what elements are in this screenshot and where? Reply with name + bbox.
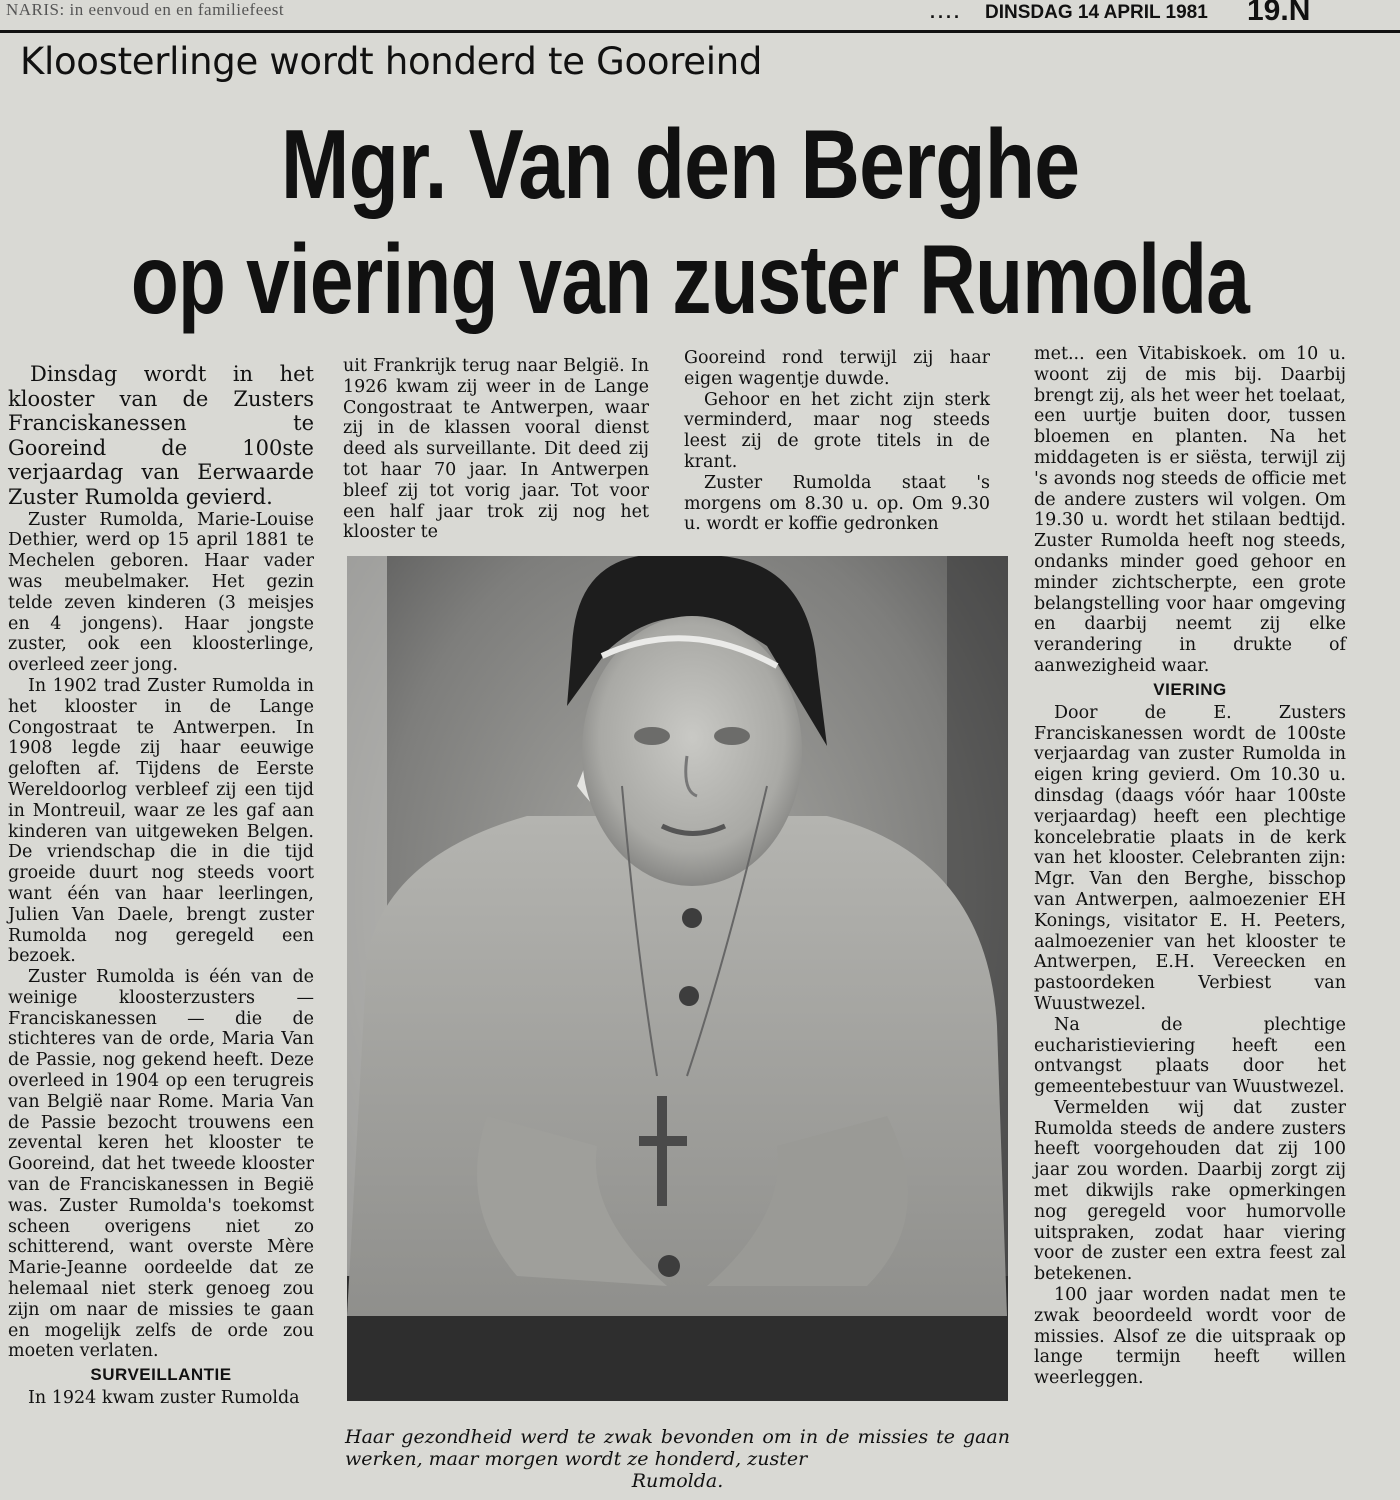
paragraph: In 1924 kwam zuster Rumolda (28, 1388, 300, 1409)
photo-caption (345, 1426, 1010, 1492)
paragraph: met... een Vitabiskoek. om 10 u. woont zij de mis bij. Daarbij brengt zij, als het weer het toelaat, een uurtje buiten door, tussen bloemen en planten. Na het middageten is er siësta, terwijl zij 's avonds nog steeds de officie met de andere zusters wil volgen. Om 19.30 u. wordt het stilaan bedtijd. Zuster Rumolda heeft nog steeds, ondanks minder goed gehoor en minder zichtscherpte, een grote belangstelling voor haar omgeving en daarbij neemt zij elke verandering in drukte of aanwezigheid waar. (1034, 344, 1346, 676)
text-column-1 (8, 362, 314, 1409)
paragraph: Na de plechtige eucharistieviering heeft een ontvangst plaats door het gemeentebestuur van Wuustwezel. (1034, 1014, 1346, 1098)
paragraph: Gehoor en het zicht zijn sterk verminderd, maar nog steeds leest zij de grote titels in de krant. (684, 389, 990, 472)
article-kicker: Kloosterlinge wordt honderd te Gooreind (20, 40, 763, 83)
caption-name: Rumolda. (631, 1470, 724, 1492)
right-eye (714, 727, 750, 745)
portrait-illustration (347, 556, 1008, 1401)
lead-paragraph: Dinsdag wordt in het klooster van de Zusters Franciskanessen te Gooreind de 100ste verjaardag van Eerwaarde Zuster Rumolda gevierd. (8, 362, 314, 509)
headline-line-2: op viering van zuster Rumolda (130, 224, 1250, 334)
headline-line-1: Mgr. Van den Berghe (280, 109, 1080, 219)
page-number: 19.N (1247, 0, 1311, 27)
text-column-4 (1034, 344, 1346, 1389)
face (582, 616, 802, 886)
subheading-surveillantie: SURVEILLANTIE (90, 1365, 232, 1385)
issue-date: DINSDAG 14 APRIL 1981 (985, 2, 1208, 23)
text-column-2 (343, 356, 649, 543)
button (679, 986, 699, 1006)
paragraph: Zuster Rumolda, Marie-Louise Dethier, werd op 15 april 1881 te Mechelen geboren. Haar vader was meubelmaker. Het gezin telde zeven kinderen (3 meisjes en 4 jongens). Haar jongste zuster, ook een kloosterlinge, overleed zeer jong. (8, 509, 314, 676)
subheading-viering: VIERING (1153, 679, 1227, 699)
paragraph: Zuster Rumolda staat 's morgens om 8.30 u. op. Om 9.30 u. wordt er koffie gedronken (684, 472, 990, 535)
paragraph: 100 jaar worden nadat men te zwak beoordeeld wordt voor de missies. Alsof ze die uitspraak op lange termijn heeft willen weerleggen. (1034, 1285, 1346, 1389)
paragraph: In 1902 trad Zuster Rumolda in het klooster in de Lange Congostraat te Antwerpen. In 1908 legde zij haar eeuwige geloften af. Tijdens de Eerste Wereldoorlog verbleef zij een tijd in Montreuil, waar ze les gaf aan kinderen van uitgeweken Belgen. De vriendschap die in die tijd groeide duurt nog steeds voort want één van haar leerlingen, Julien Van Daele, brengt zuster Rumolda nog geregeld een bezoek. (8, 675, 314, 967)
paragraph: Vermelden wij dat zuster Rumolda steeds de andere zusters heeft voorgehouden dat zij 100 jaar zou worden. Daarbij zorgt zij met dikwijls rake opmerkingen nog geregeld voor humorvolle uitspraken, zodat haar viering voor de zuster een extra feest zal betekenen. (1034, 1097, 1346, 1285)
button (682, 908, 702, 928)
text-column-3 (684, 348, 990, 535)
portrait-photo (347, 556, 1008, 1401)
page-header-strip (0, 0, 1400, 33)
paragraph: Gooreind rond terwijl zij haar eigen wagentje duwde. (684, 348, 990, 389)
paragraph: Zuster Rumolda is één van de weinige kloosterzusters — Franciskanessen — die de stichteres van de orde, Maria Van de Passie, nog gekend heeft. Deze overleed in 1904 op een terugreis van België naar Rome. Maria Van de Passie bezocht trouwens een zevental keren het klooster te Gooreind, dat het tweede klooster van de Franciskanessen in Begië was. Zuster Rumolda's toekomst scheen overigens niet zo schitterend, want overste Mère Marie-Jeanne oordeelde dat ze helemaal niet sterk genoeg zou zijn om naar de missies te gaan en mogelijk zelfs de orde zou moeten verlaten. (8, 967, 314, 1362)
robe (347, 816, 1007, 1316)
header-dots: .... (930, 2, 963, 22)
left-eye (634, 727, 670, 745)
button (658, 1255, 680, 1277)
paragraph: uit Frankrijk terug naar België. In 1926 kwam zij weer in de Lange Congostraat te Antwerpen, waar zij in de klassen vooral dienst deed als surveillante. Dit deed zij tot haar 70 jaar. In Antwerpen bleef zij tot vorig jaar. Tot voor een half jaar trok zij nog het klooster te (343, 356, 649, 543)
paragraph: Door de E. Zusters Franciskanessen wordt de 100ste verjaardag van zuster Rumolda in eigen kring gevierd. Om 10.30 u. dinsdag (daags vóór haar 100ste verjaardag) heeft een plechtige koncelebratie plaats in de kerk van het klooster. Celebranten zijn: Mgr. Van den Berghe, bisschop van Antwerpen, aalmoezenier EH Konings, visitator E. H. Peeters, aalmoezenier van het klooster te Antwerpen, E.H. Vereecken en pastoordeken Verbiest van Wuustwezel. (1034, 702, 1346, 1014)
previous-article-fragment: NARIS: in eenvoud en en familiefeest (6, 0, 285, 19)
caption-text: Haar gezondheid werd te zwak bevonden om in de missies te gaan werken, maar morgen wordt ze honderd, zuster (345, 1426, 1010, 1470)
